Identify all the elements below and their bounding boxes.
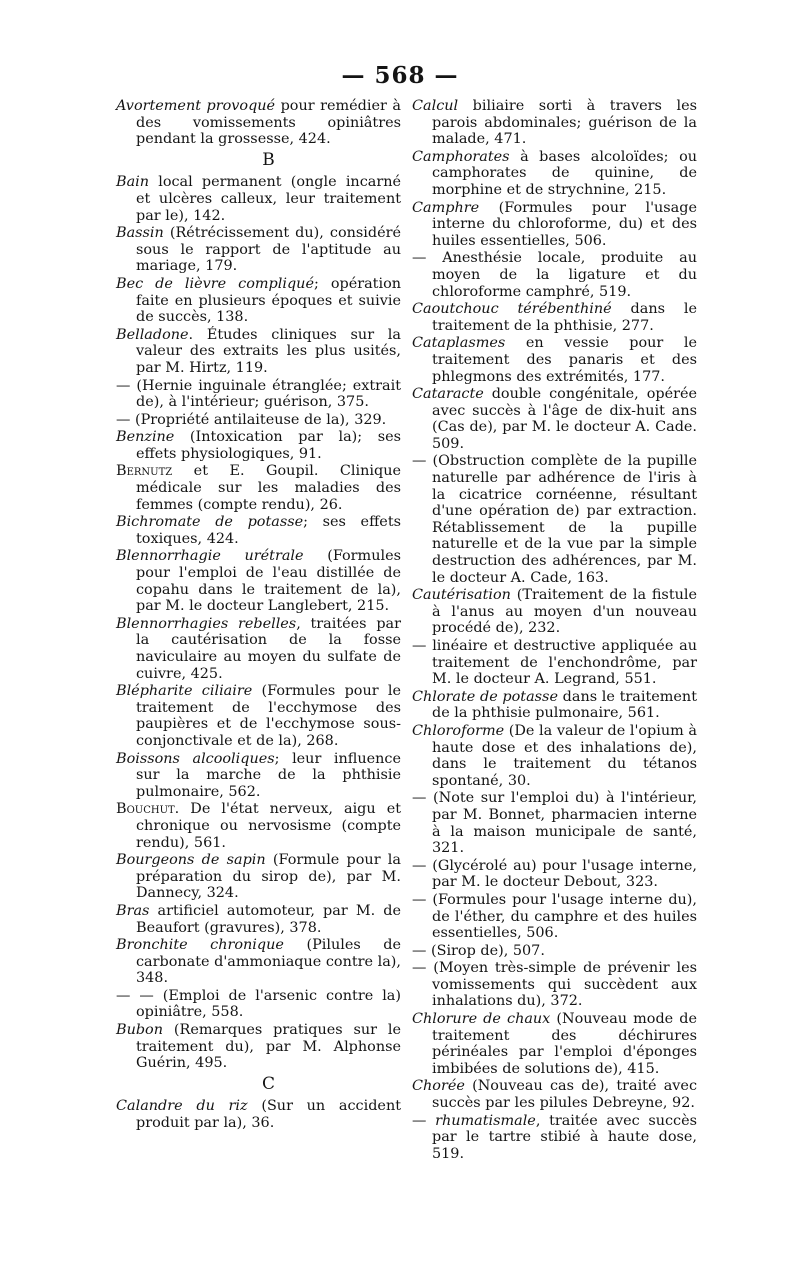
entry-text: — linéaire et destructive appliquée au traitement de l'enchondrôme, par M. le docteur A. Legrand, 551.	[412, 638, 697, 688]
entry-text: — (Sirop de), 507.	[412, 942, 545, 959]
entry-heading: Bassin	[116, 225, 164, 242]
index-entry	[412, 98, 697, 148]
entry-text: — rhumatismale, traitée avec succès par le tartre stibié à haute dose, 519.	[412, 1112, 698, 1162]
entry-text: — (Glycérolé au) pour l'usage interne, par M. le docteur Debout, 323.	[412, 857, 697, 891]
index-column-right	[412, 98, 697, 1163]
index-entry	[116, 276, 401, 326]
entry-heading: Bronchite chronique	[116, 937, 284, 954]
entry-heading: Bras	[116, 902, 150, 919]
index-entry	[412, 858, 697, 891]
entry-text: — (Obstruction complète de la pupille naturelle par adhérence de l'iris à la cicatrice cornéenne, résultant d'une opération de) par extraction. Rétablissement de la pupille naturelle et de la vue par la simple destruction des adhérences, par M. le docteur A. Cade, 163.	[412, 453, 697, 586]
index-column-left	[116, 98, 401, 1133]
entry-text: (De la valeur de l'opium à haute dose et des inhalations de), dans le traitement du tétanos spontané, 30.	[432, 722, 697, 789]
entry-text: — (Hernie inguinale étranglée; extrait de), à l'intérieur; guérison, 375.	[116, 377, 401, 411]
entry-text: (Sur un accident produit par la), 36.	[136, 1098, 401, 1132]
index-entry	[412, 453, 697, 586]
entry-text: local permanent (ongle incarné et ulcères calleux, leur traitement par le), 142.	[136, 174, 401, 224]
entry-heading: Chlorate de potasse	[412, 688, 558, 705]
entry-text: — (Note sur l'emploi du) à l'intérieur, par M. Bonnet, pharmacien interne à la maison municipale de santé, 321.	[412, 790, 697, 857]
entry-heading: Blennorrhagie urétrale	[116, 548, 304, 565]
index-entry	[412, 943, 697, 960]
index-entry	[412, 200, 697, 250]
entry-text: (Nouveau cas de), traité avec succès par les pilules Debreyne, 92.	[432, 1078, 697, 1112]
entry-text: (Rétrécissement du), considéré sous le rapport de l'aptitude au mariage, 179.	[136, 225, 401, 275]
entry-heading: Bernutz	[116, 463, 173, 480]
entry-heading: Chorée	[412, 1078, 465, 1095]
entry-text: (Formule pour la préparation du sirop de), par M. Dannecy, 324.	[136, 852, 401, 902]
index-entry	[116, 548, 401, 614]
index-entry	[412, 638, 697, 688]
entry-heading: Cautérisation	[412, 587, 511, 604]
entry-text: (Nouveau mode de traitement des déchirures périnéales par l'emploi d'éponges imbibées de solutions de), 415.	[432, 1011, 697, 1077]
entry-text: en vessie pour le traitement des panaris et des phlegmons des extrémités, 177.	[432, 335, 697, 385]
index-entry	[412, 301, 697, 334]
entry-text: — — (Emploi de l'arsenic contre la) opiniâtre, 558.	[116, 987, 401, 1021]
entry-text: — (Moyen très-simple de prévenir les vomissements qui succèdent aux inhalations du), 372.	[412, 960, 697, 1010]
index-entry	[412, 250, 697, 300]
entry-heading: Boissons alcooliques	[116, 750, 275, 767]
entry-heading: Camphre	[412, 199, 480, 216]
entry-text: biliaire sorti à travers les parois abdominales; guérison de la malade, 471.	[432, 98, 697, 148]
index-entry	[412, 1078, 697, 1111]
entry-text: (Formules pour le traitement de l'ecchymose des paupières et de l'ecchymose sous-conjonctivale et de la), 268.	[136, 683, 402, 749]
index-entry	[116, 412, 401, 429]
entry-text: — (Formules pour l'usage interne du), de l'éther, du camphre et des huiles essentielles, 506.	[412, 891, 697, 942]
index-entry	[116, 378, 401, 411]
entry-text: ; ses effets toxiques, 424.	[136, 514, 401, 547]
index-entry	[412, 587, 697, 637]
index-entry	[412, 1113, 697, 1163]
entry-heading: Belladone	[116, 326, 189, 343]
index-entry	[412, 892, 697, 942]
index-entry	[412, 689, 697, 722]
entry-heading: Bouchut	[116, 801, 175, 818]
entry-heading: Camphorates	[412, 148, 510, 165]
entry-heading: Chloroforme	[412, 722, 505, 739]
entry-text: double congénitale, opérée avec succès à l'âge de dix-huit ans (Cas de), par M. le docteur A. Cade. 509.	[432, 386, 697, 452]
entry-text: ; leur influence sur la marche de la phthisie pulmonaire, 562.	[136, 750, 401, 800]
index-entry	[116, 174, 401, 224]
entry-text: , traitées par la cautérisation de la fosse naviculaire au moyen du sulfate de cuivre, 425.	[136, 615, 401, 682]
index-entry	[412, 335, 697, 385]
entry-text: (Formules pour l'usage interne du chloroforme, du) et des huiles essentielles, 506.	[432, 199, 697, 249]
index-entry	[116, 937, 401, 987]
index-entry	[116, 903, 401, 936]
entry-heading: Cataracte	[412, 386, 484, 403]
entry-text: artificiel automoteur, par M. de Beaufort (gravures), 378.	[136, 902, 401, 936]
entry-heading: Cataplasmes	[412, 335, 506, 352]
entry-text: dans le traitement de la phthisie pulmonaire, 561.	[432, 688, 697, 722]
entry-text: ; opération faite en plusieurs époques et suivie de succès, 138.	[136, 275, 402, 326]
entry-text: . Études cliniques sur la valeur des extraits les plus usités, par M. Hirtz, 119.	[136, 326, 401, 376]
entry-heading: Benzine	[116, 429, 175, 446]
entry-heading: Blépharite ciliaire	[116, 683, 253, 700]
entry-heading: Calcul	[412, 98, 459, 114]
index-entry	[116, 463, 401, 513]
index-entry	[116, 98, 401, 148]
index-entry	[116, 225, 401, 275]
entry-text: et E. Goupil. Clinique médicale sur les maladies des femmes (compte rendu), 26.	[136, 463, 401, 513]
entry-text: — Anesthésie locale, produite au moyen de la ligature et du chloroforme camphré, 519.	[412, 250, 697, 300]
index-entry	[116, 514, 401, 547]
entry-text: (Traitement de la fistule à l'anus au moyen d'un nouveau procédé de), 232.	[432, 587, 697, 637]
section-letter: C	[261, 1073, 275, 1094]
index-entry	[116, 988, 401, 1021]
page-number: — 568 —	[341, 62, 459, 89]
index-entry	[412, 386, 697, 452]
entry-heading: Bubon	[116, 1022, 163, 1039]
index-entry	[412, 960, 697, 1010]
index-entry	[412, 1011, 697, 1077]
index-entry	[116, 429, 401, 462]
entry-heading: Caoutchouc térébenthiné	[412, 301, 612, 318]
entry-heading: Avortement provoqué	[116, 98, 276, 114]
index-entry	[116, 751, 401, 801]
entry-text: dans le traitement de la phthisie, 277.	[432, 301, 697, 334]
index-entry	[116, 852, 401, 902]
index-entry	[116, 327, 401, 377]
entry-heading: Bain	[116, 174, 150, 191]
entry-text: (Formules pour l'emploi de l'eau distillée de copahu dans le traitement de la), par M. le docteur Langlebert, 215.	[136, 548, 401, 615]
index-entry	[116, 683, 401, 749]
entry-heading: Blennorrhagies rebelles	[116, 615, 297, 632]
entry-text: (Remarques pratiques sur le traitement du), par M. Alphonse Guérin, 495.	[136, 1022, 401, 1072]
entry-heading: Chlorure de chaux	[412, 1011, 551, 1028]
entry-heading: Bichromate de potasse	[116, 514, 304, 531]
entry-text: . De l'état nerveux, aigu et chronique ou nervosisme (compte rendu), 561.	[136, 801, 401, 851]
entry-text: — (Propriété antilaiteuse de la), 329.	[116, 411, 387, 428]
section-letter: B	[262, 149, 275, 170]
index-entry	[412, 149, 697, 199]
entry-text: pour remédier à des vomissements opiniâtres pendant la grossesse, 424.	[136, 98, 401, 148]
index-entry	[116, 801, 401, 851]
entry-text: à bases alcoloïdes; ou camphorates de quinine, de morphine et de strychnine, 215.	[432, 148, 697, 198]
index-entry	[116, 616, 401, 682]
entry-heading: Calandre du riz	[116, 1098, 248, 1115]
entry-text: (Intoxication par la); ses effets physiologiques, 91.	[136, 429, 401, 462]
index-entry	[412, 723, 697, 789]
entry-text: (Pilules de carbonate d'ammoniaque contre la), 348.	[136, 937, 401, 987]
index-entry	[412, 790, 697, 856]
entry-heading: Bourgeons de sapin	[116, 852, 266, 869]
index-entry	[116, 1022, 401, 1072]
index-entry	[116, 1098, 401, 1131]
entry-heading: Bec de lièvre compliqué	[116, 275, 314, 292]
